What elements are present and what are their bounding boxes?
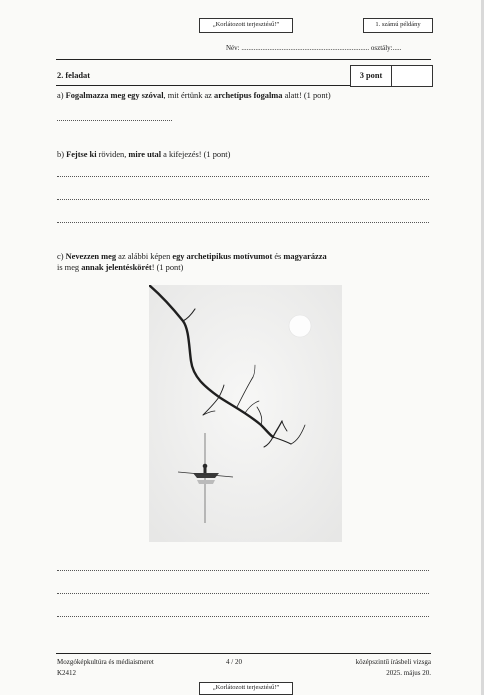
points-box (350, 65, 433, 87)
question-c: c) Nevezzen meg az alábbi képen egy archetipikus motívumot és magyarázza is meg annak jelentéskörét! (1 pont) (57, 252, 327, 272)
archetype-photo (149, 285, 342, 542)
footer-restricted-box: „Korlátozott terjesztésű!” (199, 682, 293, 695)
moon-icon (289, 315, 311, 337)
page-number: 4 / 20 (226, 658, 242, 666)
footer-date: 2025. május 20. (386, 669, 431, 677)
name-class-line (226, 44, 436, 52)
photo-illustration (149, 285, 342, 542)
answer-c-line-2[interactable] (57, 593, 429, 594)
copy-number-box: 1. számú példány (363, 18, 433, 33)
class-field[interactable]: osztály:..... (369, 44, 402, 52)
footer-code: K2412 (57, 669, 77, 677)
answer-a-line[interactable] (57, 120, 172, 121)
task-rule (56, 85, 350, 86)
header-rule (56, 59, 431, 60)
question-b: b) Fejtse ki röviden, mire utal a kifejezés! (1 pont) (57, 150, 231, 159)
question-a: a) Fogalmazza meg egy szóval, mit értünk az archetípus fogalma alatt! (1 pont) (57, 91, 331, 100)
footer-rule (56, 653, 431, 654)
answer-c-line-1[interactable] (57, 570, 429, 571)
footer-subject: Mozgóképkultúra és médiaismeret (57, 658, 154, 666)
score-field[interactable] (392, 66, 432, 86)
answer-c-line-3[interactable] (57, 616, 429, 617)
restricted-distribution-box: „Korlátozott terjesztésű!” (199, 18, 293, 33)
answer-b-line-1[interactable] (57, 176, 429, 177)
name-field[interactable]: ......................................................................... (241, 44, 370, 52)
footer-exam: középszintű írásbeli vizsga (355, 658, 431, 666)
name-label: Név: (226, 44, 242, 52)
answer-b-line-3[interactable] (57, 222, 429, 223)
points-label: 3 pont (359, 71, 383, 80)
task-title: 2. feladat (57, 71, 91, 80)
answer-b-line-2[interactable] (57, 199, 429, 200)
